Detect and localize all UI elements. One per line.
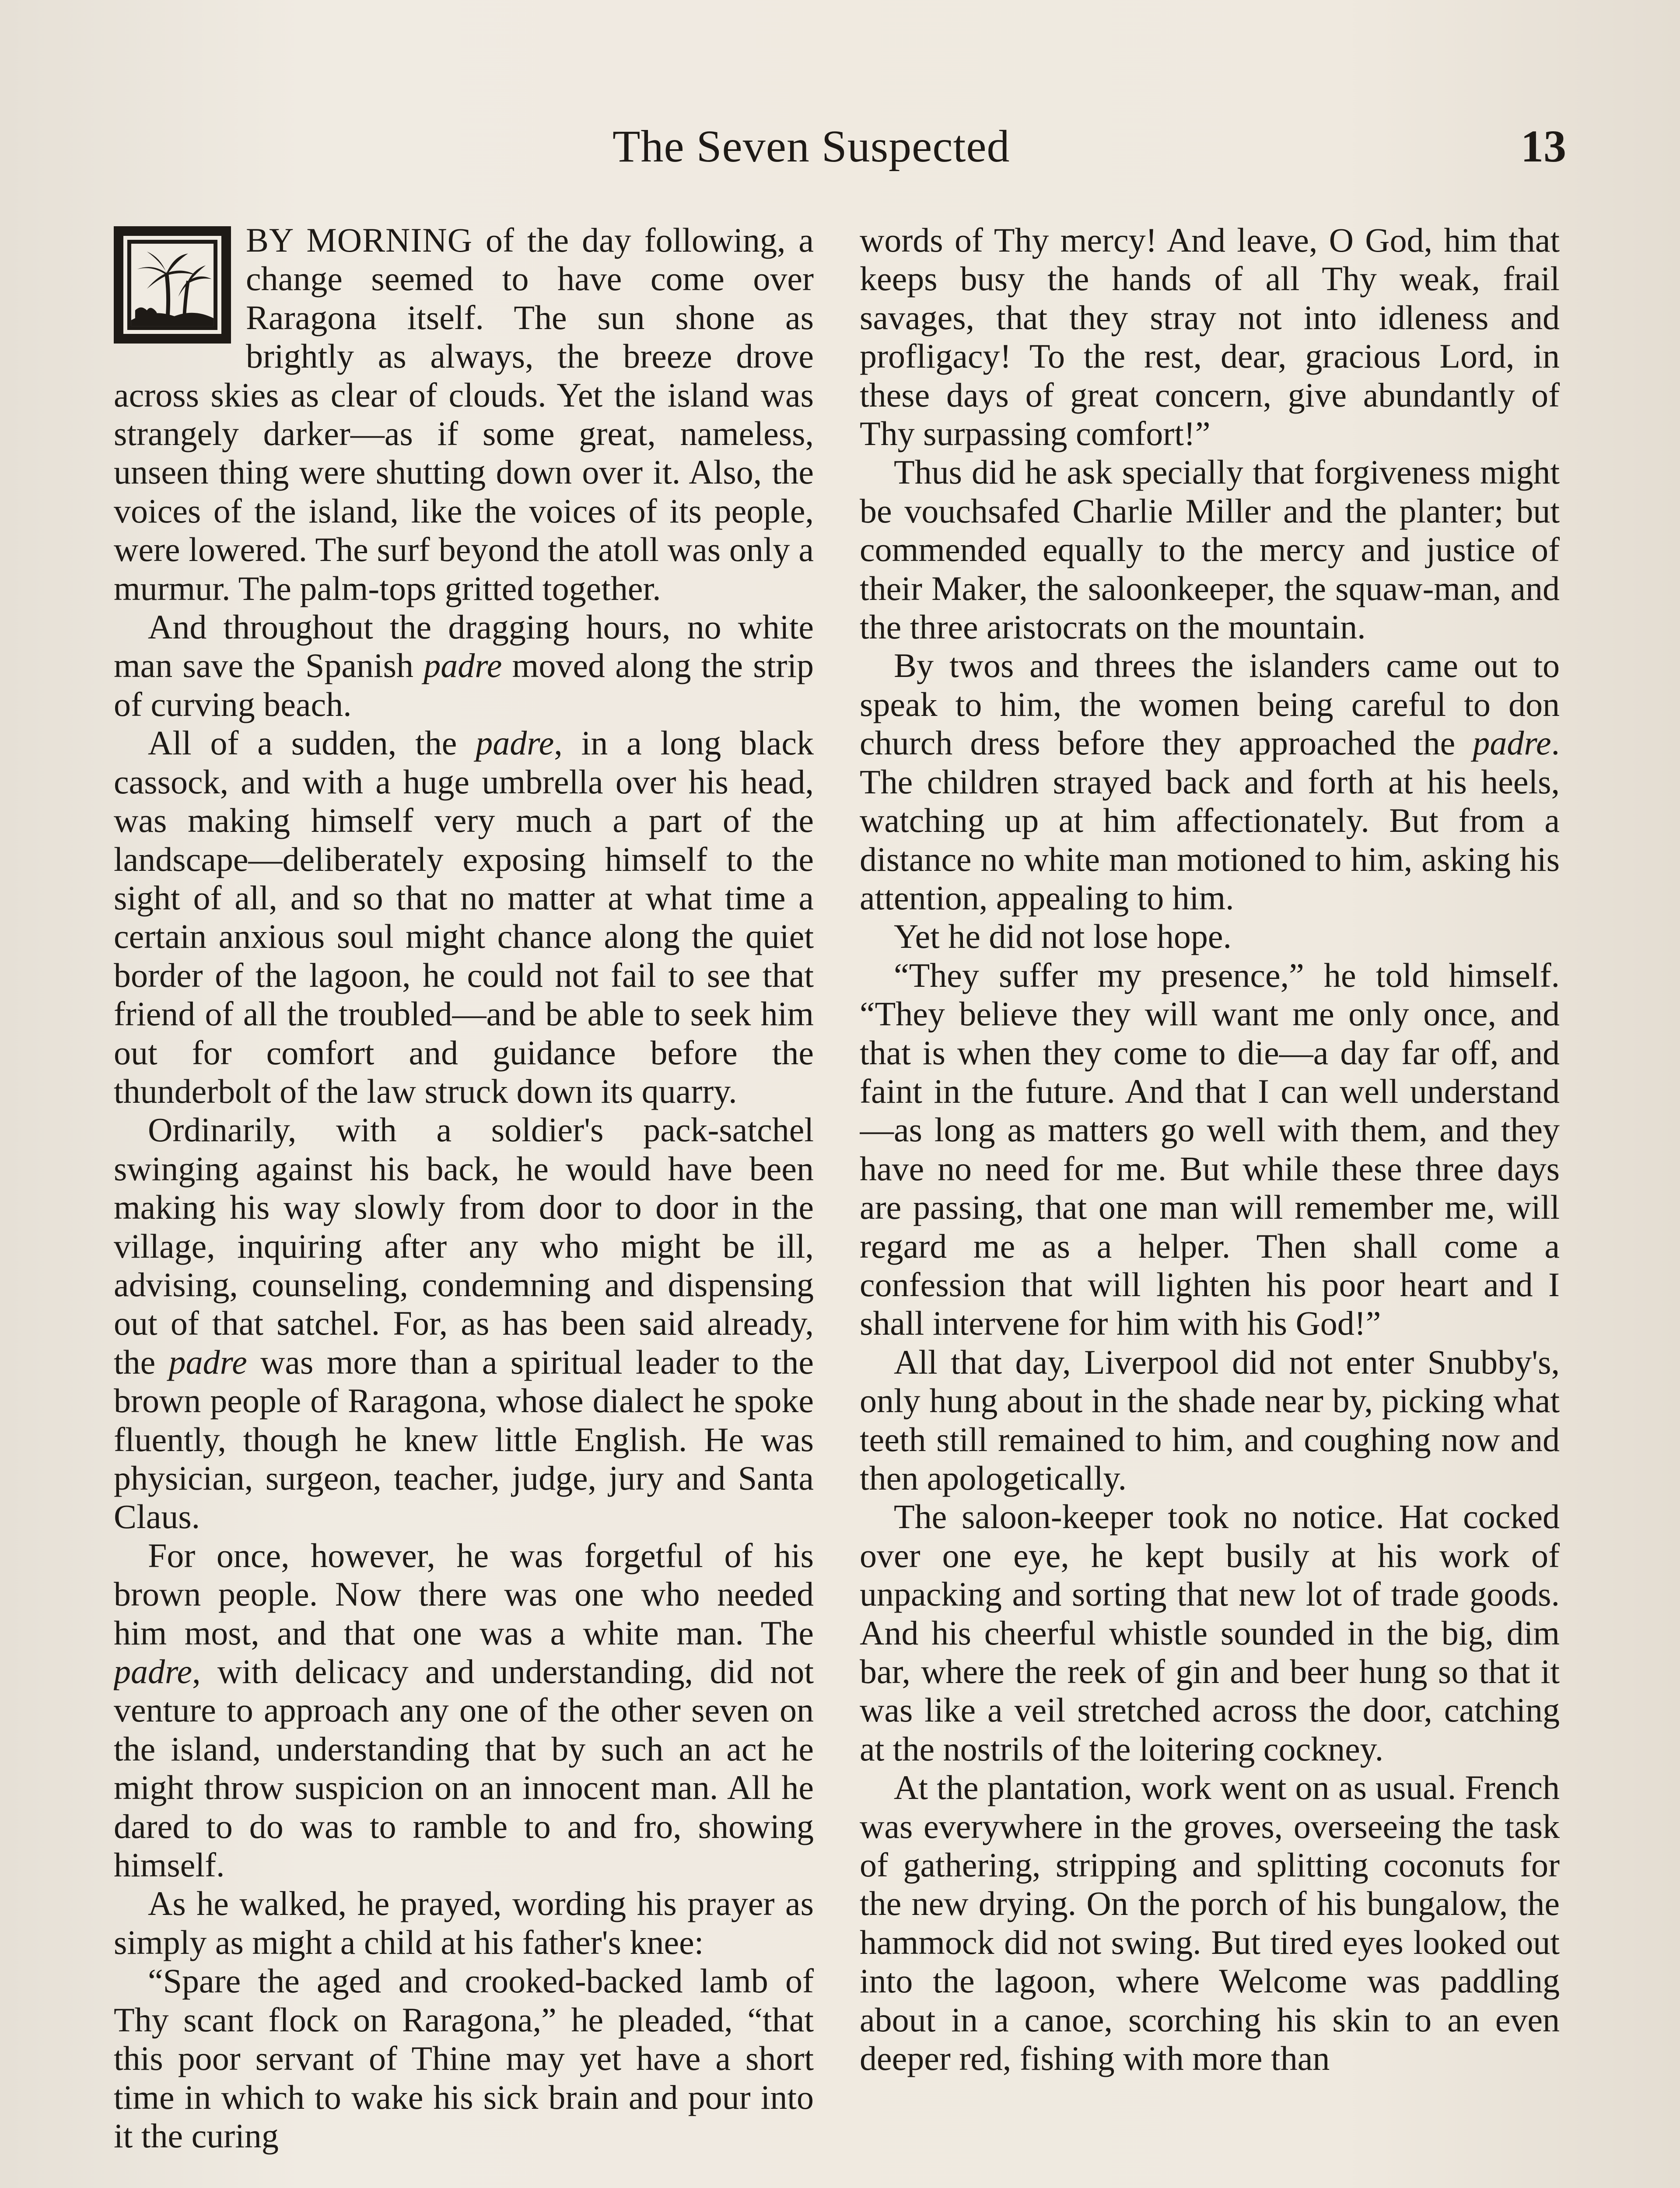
paragraph (114, 724, 814, 1111)
right-column (860, 221, 1560, 2188)
paragraph-text: By twos and threes the islanders came out to speak to him, the women being careful to don church dress before they approached the (860, 646, 1560, 762)
paragraph: “Spare the aged and crooked-backed lamb of Thy scant flock on Raragona,” he pleaded, “that this poor servant of Thine may yet have a short time in which to wake his sick brain and pour into it the curing (114, 1962, 814, 2155)
paragraph-text: Ordinarily, with a soldier's pack-satchel swinging against his back, he would have been making his way slowly from door to door in the village, inquiring after any who might be ill, advising, counseling, condemning and dispensing out of that satchel. For, as has been said already, the (114, 1111, 814, 1381)
dropcap-ornament (114, 226, 231, 344)
paragraph-text: of the day following, a change seemed to have come over Raragona itself. The sun shone as brightly as always, the breeze drove across skies as clear of clouds. Yet the island was strangely darker—as if some great, nameless, unseen thing were shutting down over it. Also, the voices of the island, like the voices of its people, were lowered. The surf beyond the atoll was only a murmur. The palm-tops gritted together. (114, 221, 814, 607)
paragraph: “They suffer my presence,” he told himself. “They believe they will want me only once, and that is when they come to die—a day far off, and faint in the future. And that I can well understand—as long as matters go well with them, and they have no need for me. But while these three days are passing, that one man will remember me, will regard me as a helper. Then shall come a confession that will lighten his poor heart and I shall intervene for him with his God!” (860, 956, 1560, 1343)
paragraph: The saloon-keeper took no notice. Hat cocked over one eye, he kept busily at his work of unpacking and sorting that new lot of trade goods. And his cheerful whistle sounded in the big, dim bar, where the reek of gin and beer hung so that it was like a veil stretched across the door, catching at the nostrils of the loitering cockney. (860, 1497, 1560, 1768)
italic-word: padre (168, 1343, 247, 1381)
palm-trees-icon (123, 236, 221, 334)
page-header (114, 118, 1566, 184)
italic-word: padre (1473, 724, 1551, 762)
paragraph (114, 608, 814, 724)
paragraph-text: . The children strayed back and forth at his heels, watching up at him affectionately. But from a distance no white man motioned to him, asking his attention, appealing to him. (860, 724, 1560, 917)
paragraph-text: All of a sudden, the (148, 724, 476, 762)
page-number: 13 (1521, 121, 1566, 172)
paragraph (860, 646, 1560, 917)
paragraph-text: For once, however, he was forgetful of his brown people. Now there was one who needed him most, and that one was a white man. The (114, 1536, 814, 1652)
paragraph-text: moved along the strip of curving beach. (114, 646, 814, 723)
italic-word: padre (114, 1652, 192, 1691)
running-head: The Seven Suspected (612, 121, 1010, 172)
paragraph: As he walked, he prayed, wording his prayer as simply as might a child at his father's knee: (114, 1884, 814, 1961)
left-column (114, 221, 814, 2188)
paragraph (114, 1111, 814, 1536)
italic-word: padre (424, 646, 502, 685)
paragraph-text: And throughout the dragging hours, no white man save the Spanish (114, 608, 814, 685)
italic-word: padre (476, 724, 554, 762)
paragraph-text: was more than a spiritual leader to the brown people of Raragona, whose dialect he spoke fluently, though he knew little English. He was physician, surgeon, teacher, judge, jury and Santa Claus. (114, 1343, 814, 1536)
paragraph: Thus did he ask specially that forgiveness might be vouchsafed Charlie Miller and the planter; but commended equally to the mercy and justice of their Maker, the saloonkeeper, the squaw-man, and the three aristocrats on the mountain. (860, 453, 1560, 646)
paragraph-text: , with delicacy and understanding, did not venture to approach any one of the other seven on the island, understanding that by such an act he might throw suspicion on an innocent man. All he dared to do was to ramble to and fro, showing himself. (114, 1652, 814, 1884)
paragraph: At the plantation, work went on as usual. French was everywhere in the groves, overseeing the task of gathering, stripping and splitting coconuts for the new drying. On the porch of his bungalow, the hammock did not swing. But tired eyes looked out into the lagoon, where Welcome was paddling about in a canoe, scorching his skin to an even deeper red, fishing with more than (860, 1768, 1560, 2078)
paragraph-text: , in a long black cassock, and with a huge umbrella over his head, was making himself very much a part of the landscape—deliberately exposing himself to the sight of all, and so that no matter at what time a certain anxious soul might chance along the quiet border of the lagoon, he could not fail to see that friend of all the troubled—and be able to seek him out for comfort and guidance before the thunderbolt of the law struck down its quarry. (114, 724, 814, 1110)
paragraph: words of Thy mercy! And leave, O God, him that keeps busy the hands of all Thy weak, frail savages, that they stray not into idleness and profligacy! To the rest, dear, gracious Lord, in these days of great concern, give abundantly of Thy surpassing comfort!” (860, 221, 1560, 453)
opening-words: BY MORNING (246, 221, 473, 259)
paragraph: All that day, Liverpool did not enter Snubby's, only hung about in the shade near by, picking what teeth still remained to him, and coughing now and then apologetically. (860, 1343, 1560, 1497)
paragraph: Yet he did not lose hope. (894, 917, 1232, 956)
paragraph (114, 1536, 814, 1885)
